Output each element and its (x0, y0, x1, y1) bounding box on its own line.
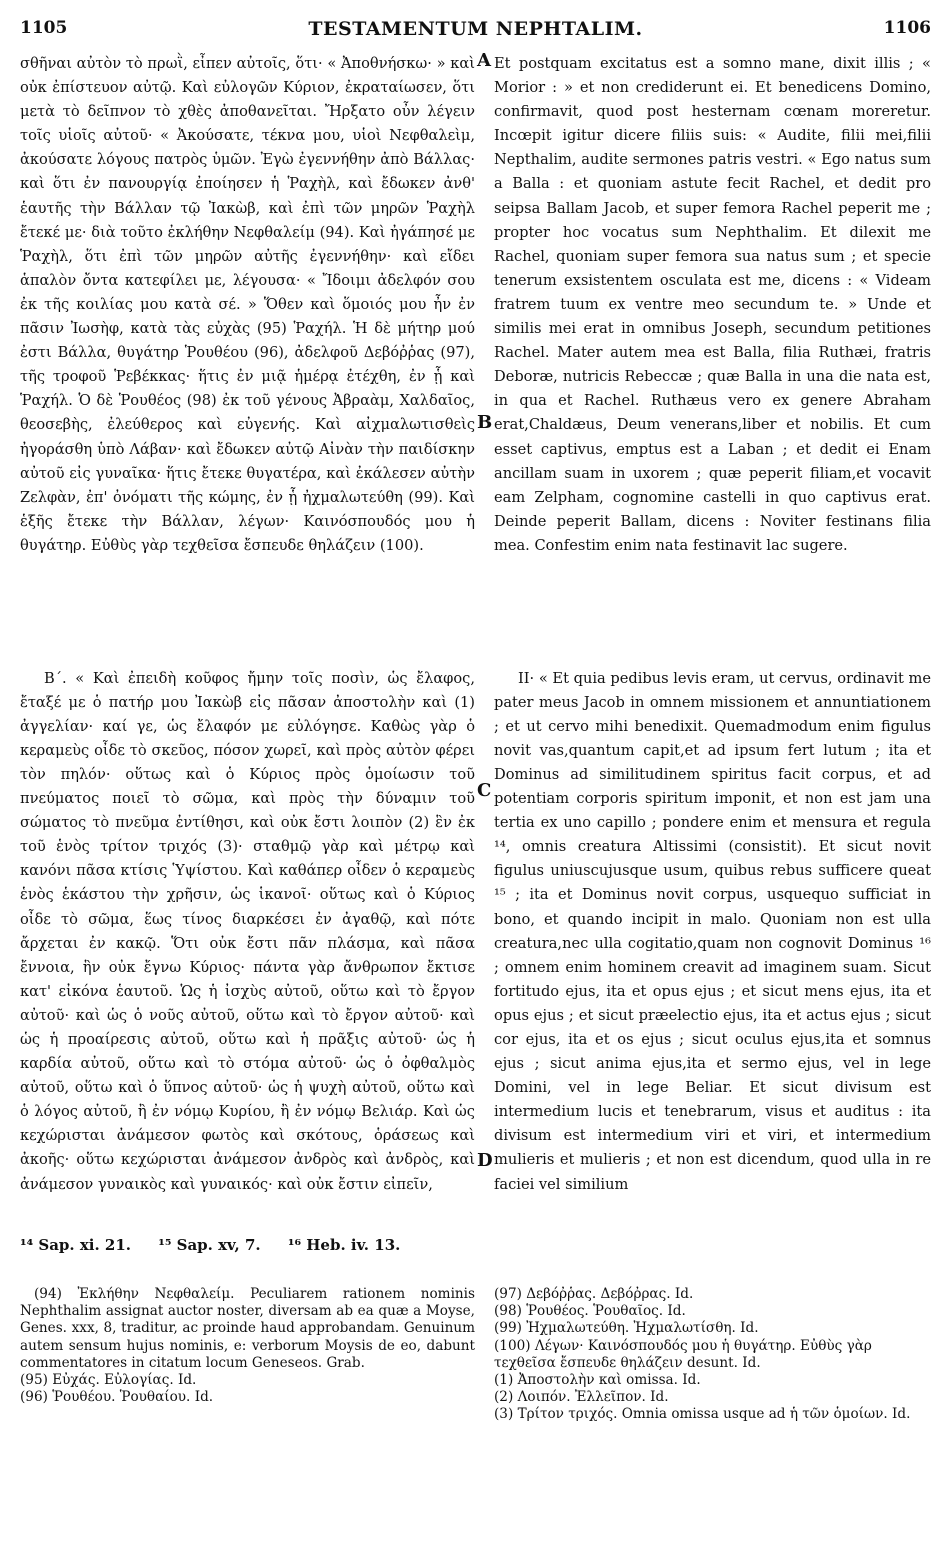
latin-paragraph-1: Et postquam excitatus est a somno mane, dixit illis ; « Morior : » et non crediderunt ei. Et benedicens Domino, confirmavit, quod post hesternam cœnam moreretur. Incœpit igitur dicere filiis suis: « Audite, filii mei,filii Nepthalim, audite sermones patris vestri. « Ego natus sum a Balla : et quoniam astute fecit Rachel, et dedit pro seipsa Ballam Jacob, et super femora Rachel peperit me ; propter hoc vocatus sum Nephthalim. Et dilexit me Rachel, quoniam super femora sua natus sum ; et specie tenerum exsistentem osculata est me, dicens : « Videam fratrem tuum ex ventre meo secundum te. » Unde et similis mei erat in omnibus Joseph, secundum petitiones Rachel. Mater autem mea est Balla, filia Ruthæi, fratris Deboræ, nutricis Rebeccæ ; quæ Balla in una die nata est, in qua et Rachel. Ruthæus vero ex genere Abraham erat,Chaldæus, Deum venerans,liber et nobilis. Et cum esset captivus, emptus est a Laban ; et dedit ei Enam ancillam suam in uxorem ; quæ peperit filiam,et vocavit eam Zelpham, cognomine castelli in quo captivus erat. Deinde peperit Ballam, dicens : Noviter festinans filia mea. Confestim enim nata festinavit lac sugere. (494, 55, 931, 554)
greek-paragraph-1: σθῆναι αὐτὸν τὸ πρωῒ, εἶπεν αὐτοῖς, ὅτι· « Ἀποθνήσκω· » καὶ οὐκ ἐπίστευον αὐτῷ. Καὶ εὐλογῶν Κύριον, ἐκραταίωσεν, ὅτι μετὰ τὸ δεῖπνον τὸ χθὲς ἀποθανεῖται. Ἤρξατο οὖν λέγειν τοῖς υἱοῖς αὐτοῦ· « Ἀκούσατε, τέκνα μου, υἱοὶ Νεφθαλεὶμ, ἀκούσατε λόγους πατρὸς ὑμῶν. Ἐγὼ ἐγεννήθην ἀπὸ Βάλλας· καὶ ὅτι ἐν πανουργίᾳ ἐποίησεν ἡ Ῥαχὴλ, καὶ ἔδωκεν ἀνθ' ἑαυτῆς τὴν Βάλλαν τῷ Ἰακὼβ, καὶ ἐπὶ τῶν μηρῶν Ῥαχὴλ ἔτεκέ με· διὰ τοῦτο ἐκλήθην Νεφθαλείμ (94). Καὶ ἠγάπησέ με Ῥαχὴλ, ὅτι ἐπὶ τῶν μηρῶν αὐτῆς ἐγεννήθην· καὶ εἴδει ἁπαλὸν ὄντα κατεφίλει με, λέγουσα· « Ἴδοιμι ἀδελφόν σου ἐκ τῆς κοιλίας μου κατὰ σέ. » Ὅθεν καὶ ὅμοιός μου ἦν ἐν πᾶσιν Ἰωσὴφ, κατὰ τὰς εὐχὰς (95) Ῥαχήλ. Ἡ δὲ μήτηρ μού ἐστι Βάλλα, θυγάτηρ Ῥουθέου (96), ἀδελφοῦ Δεβόῤῥας (97), τῆς τροφοῦ Ῥεβέκκας· ἥτις ἐν μιᾷ ἡμέρᾳ ἐτέχθη, ἐν ᾗ καὶ Ῥαχήλ. Ὁ δὲ Ῥουθέος (98) ἐκ τοῦ γένους Ἀβραὰμ, Χαλδαῖος, θεοσεβὴς, ἐλεύθερος καὶ εὐγενής. Καὶ αἰχμαλωτισθεὶς ἠγοράσθη ὑπὸ Λάβαν· καὶ ἔδωκεν αὐτῷ Αἰνὰν τὴν παιδίσκην αὐτοῦ εἰς γυναῖκα· ἥτις ἔτεκε θυγατέρα, καὶ ἐκάλεσεν αὐτὴν Ζελφὰν, ἐπ' ὀνόματι τῆς κώμης, ἐν ᾗ ἠχμαλωτεύθη (99). Καὶ ἑξῆς ἔτεκε τὴν Βάλλαν, λέγων· Καινόσπουδός μου ἡ θυγάτηρ. Εὐθὺς γὰρ τεχθεῖσα ἔσπευδε θηλάζειν (100). (20, 55, 475, 554)
margin-marker-a: A (477, 50, 491, 71)
greek-column-section-2 (20, 652, 475, 1211)
scripture-ref-15: ¹⁵ Sap. xv, 7. (158, 1236, 261, 1254)
latin-column-section-2 (494, 652, 931, 1211)
margin-marker-c: C (477, 780, 492, 801)
latin-paragraph-2: II· « Et quia pedibus levis eram, ut cervus, ordinavit me pater meus Jacob in omnem missionem et annuntiationem ; et ut cervo mihi benedixit. Quemadmodum enim figulus novit vas,quantum capit,et ad ipsum fert lutum ; ita et Dominus ad similitudinem spiritus facit corpus, et ad potentiam corporis spiritum imponit, et non est jam una tertia ex uno capillo ; pondere enim et mensura et regula ¹⁴, omnis creatura Altissimi (consistit). Et sicut novit figulus uniuscujusque usum, quibus rebus sufficere queat ¹⁵ ; ita et Dominus novit corpus, usquequo sufficiat in bono, et quando incipit in malo. Quoniam non est ulla creatura,nec ulla cogitatio,quam non cognovit Dominus ¹⁶ ; omnem enim hominem creavit ad imaginem suam. Sicut fortitudo ejus, ita et opus ejus ; et sicut mens ejus, ita et opus ejus ; et sicut præelectio ejus, ita et actus ejus ; sicut cor ejus, ita et os ejus ; sicut oculus ejus,ita et somnus ejus ; sicut anima ejus,ita et sermo ejus, vel in lege Domini, vel in lege Beliar. Et sicut divisum est intermedium lucis et tenebrarum, visus et auditus : ita divisum est intermedium viri et viri, et intermedium mulieris et mulieris ; et non est dicendum, quod ulla in re faciei vel similium (494, 669, 931, 1193)
footnote: (2) Λοιπόν. Ἐλλεῖπον. Id. (494, 1389, 669, 1406)
scripture-references (20, 1236, 931, 1254)
footnote: (1) Ἀποστολὴν καὶ omissa. Id. (494, 1372, 701, 1389)
footnote: (98) Ῥουθέος. Ῥουθαῖος. Id. (494, 1303, 686, 1320)
margin-marker-d: D (477, 1150, 493, 1171)
page-number-right: 1106 (883, 18, 931, 38)
footnote: (3) Τρίτον τριχός. Omnia omissa usque ad ἡ τῶν ὁμοίων. Id. (494, 1406, 911, 1423)
footnotes-right (494, 1286, 931, 1424)
footnote: (100) Λέγων· Καινόσπουδός μου ἡ θυγάτηρ. Εὐθὺς γὰρ τεχθεῖσα ἔσπευδε θηλάζειν desunt. Id. (494, 1337, 872, 1371)
footnote: (94) Ἐκλήθην Νεφθαλείμ. Peculiarem rationem nominis Nephthalim assignat auctor noster, diversam ab ea quæ a Moyse, Genes. xxx, 8, traditur, ac proinde haud approbandam. Genuinum autem sensum hujus nominis, e: verborum Moysis de eo, dabunt commentatores in citatum locum Geneseos. Grab. (20, 1286, 475, 1371)
footnote: (97) Δεβόῤῥας. Δεβόῤρας. Id. (494, 1286, 694, 1302)
latin-column-section-1 (494, 52, 931, 558)
footnote: (95) Εὐχάς. Εὐλογίας. Id. (20, 1372, 197, 1389)
footnotes-left (20, 1286, 475, 1406)
page-number-left: 1105 (20, 18, 68, 38)
footnote: (96) Ῥουθέου. Ῥουθαίου. Id. (20, 1389, 214, 1406)
scripture-ref-16: ¹⁶ Heb. iv. 13. (287, 1236, 401, 1254)
margin-marker-b: B (477, 412, 493, 433)
running-title: TESTAMENTUM NEPHTALIM. (308, 18, 643, 40)
greek-paragraph-2: Β΄. « Καὶ ἐπειδὴ κοῦφος ἤμην τοῖς ποσὶν, ὡς ἔλαφος, ἔταξέ με ὁ πατήρ μου Ἰακὼβ εἰς πᾶσαν ἀποστολὴν καὶ (1) ἀγγελίαν· καί γε, ὡς ἔλαφόν με εὐλόγησε. Καθὼς γὰρ ὁ κεραμεὺς οἶδε τὸ σκεῦος, πόσον χωρεῖ, καὶ πρὸς αὐτὸν φέρει τὸν πηλόν· οὕτως καὶ ὁ Κύριος πρὸς ὁμοίωσιν τοῦ πνεύματος ποιεῖ τὸ σῶμα, καὶ πρὸς τὴν δύναμιν τοῦ σώματος τὸ πνεῦμα ἐντίθησι, καὶ οὐκ ἔστι λοιπὸν (2) ἓν ἐκ τοῦ ἑνὸς τρίτον τριχός (3)· σταθμῷ γὰρ καὶ μέτρῳ καὶ κανόνι πᾶσα κτίσις Ὑψίστου. Καὶ καθάπερ οἶδεν ὁ κεραμεὺς ἑνὸς ἑκάστου τὴν χρῆσιν, ὡς ἱκανοῖ· οὕτως καὶ ὁ Κύριος οἶδε τὸ σῶμα, ἕως τίνος διαρκέσει ἐν ἀγαθῷ, καὶ πότε ἄρχεται ἐν κακῷ. Ὅτι οὐκ ἔστι πᾶν πλάσμα, καὶ πᾶσα ἔννοια, ἣν οὐκ ἔγνω Κύριος· πάντα γὰρ ἄνθρωπον ἔκτισε κατ' εἰκόνα ἑαυτοῦ. Ὡς ἡ ἰσχὺς αὐτοῦ, οὕτω καὶ τὸ ἔργον αὐτοῦ· καὶ ὡς ὁ νοῦς αὐτοῦ, οὕτω καὶ τὸ ἔργον αὐτοῦ· καὶ ὡς ἡ προαίρεσις αὐτοῦ, οὕτω καὶ ἡ πρᾶξις αὐτοῦ· ὡς ἡ καρδία αὐτοῦ, οὕτω καὶ τὸ στόμα αὐτοῦ· ὡς ὁ ὀφθαλμὸς αὐτοῦ, οὕτω καὶ ὁ ὕπνος αὐτοῦ· ὡς ἡ ψυχὴ αὐτοῦ, οὕτω καὶ ὁ λόγος αὐτοῦ, ἢ ἐν νόμῳ Κυρίου, ἢ ἐν νόμῳ Βελιάρ. Καὶ ὡς κεχώρισται ἀνάμεσον φωτὸς καὶ σκότους, ὁράσεως καὶ ἀκοῆς· οὕτω κεχώρισται ἀνάμεσον ἀνδρὸς καὶ ἀνδρὸς, καὶ ἀνάμεσον γυναικὸς καὶ γυναικός· καὶ οὐκ ἔστιν εἰπεῖν, (20, 669, 475, 1193)
footnote: (99) Ἠχμαλωτεύθη. Ἠχμαλωτίσθη. Id. (494, 1320, 759, 1337)
scripture-ref-14: ¹⁴ Sap. xi. 21. (20, 1236, 132, 1254)
page-header (20, 18, 931, 46)
greek-column-section-1 (20, 52, 475, 558)
